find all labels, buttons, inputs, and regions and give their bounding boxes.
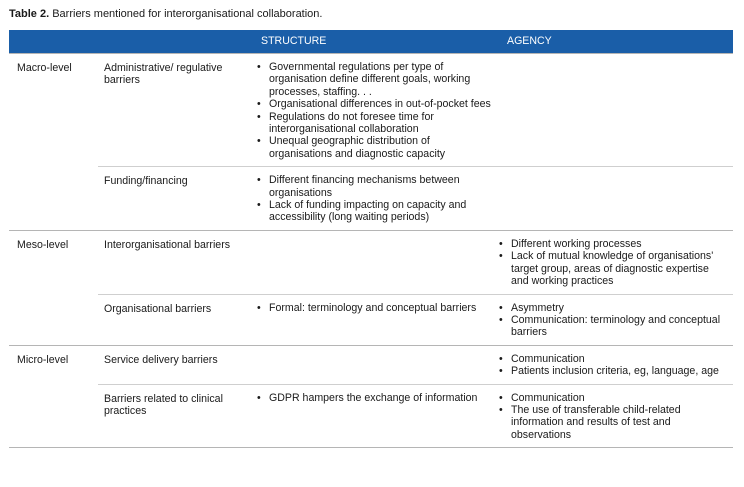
structure-cell-list: [255, 174, 491, 224]
bullet-item: • The use of transferable child-related information and results of test and observations: [497, 404, 725, 441]
bullet-item: • Different working processes: [497, 238, 725, 250]
table-body: [9, 54, 733, 448]
structure-cell: [251, 167, 491, 231]
bullet-item: • Communication: [497, 392, 725, 404]
table-row: [9, 230, 733, 294]
barrier-cell: Barriers related to clinical practices: [98, 384, 251, 448]
level-cell: [9, 384, 98, 448]
structure-cell-list: [255, 61, 491, 160]
bullet-item: • Patients inclusion criteria, eg, language, age: [497, 365, 725, 377]
level-cell: Meso-level: [9, 230, 98, 294]
agency-cell-list: [497, 302, 725, 339]
barrier-cell: Interorganisational barriers: [98, 230, 251, 294]
agency-cell: [491, 294, 733, 345]
bullet-item: • Governmental regulations per type of organisation define different goals, working processes, staffing. . .: [255, 61, 491, 98]
agency-cell: [491, 54, 733, 167]
header-agency: AGENCY: [491, 30, 733, 54]
agency-cell-list: [497, 238, 725, 288]
structure-cell: [251, 345, 491, 384]
structure-cell: [251, 294, 491, 345]
level-cell: [9, 167, 98, 231]
bullet-item: • Communication: [497, 353, 725, 365]
agency-cell-list: [497, 392, 725, 442]
bullet-item: • Different financing mechanisms between organisations: [255, 174, 491, 199]
header-level: [9, 30, 98, 54]
header-structure: STRUCTURE: [251, 30, 491, 54]
structure-cell-list: [255, 302, 491, 314]
barrier-cell: Organisational barriers: [98, 294, 251, 345]
table-row: [9, 294, 733, 345]
bullet-item: • Asymmetry: [497, 302, 725, 314]
structure-cell-list: [255, 392, 491, 404]
structure-cell: [251, 230, 491, 294]
bullet-item: • Communication: terminology and conceptual barriers: [497, 314, 725, 339]
structure-cell: [251, 384, 491, 448]
bullet-item: • Regulations do not foresee time for interorganisational collaboration: [255, 111, 491, 136]
table-caption-label: Table 2.: [9, 8, 50, 20]
table-row: [9, 167, 733, 231]
header-barrier: [98, 30, 251, 54]
barrier-cell: Funding/financing: [98, 167, 251, 231]
level-cell: [9, 294, 98, 345]
table-caption: [9, 8, 322, 21]
barriers-table: [9, 30, 733, 448]
agency-cell: [491, 230, 733, 294]
table-row: [9, 345, 733, 384]
barrier-cell: Administrative/ regulative barriers: [98, 54, 251, 167]
table-caption-text: Barriers mentioned for interorganisational collaboration.: [52, 8, 323, 20]
agency-cell-list: [497, 353, 725, 378]
structure-cell: [251, 54, 491, 167]
level-cell: Macro-level: [9, 54, 98, 167]
bullet-item: • Organisational differences in out-of-pocket fees: [255, 98, 491, 110]
bullet-item: • GDPR hampers the exchange of information: [255, 392, 491, 404]
table-row: [9, 54, 733, 167]
agency-cell: [491, 345, 733, 384]
bullet-item: • Lack of mutual knowledge of organisations' target group, areas of diagnostic expertise and working practices: [497, 250, 725, 287]
level-cell: Micro-level: [9, 345, 98, 384]
agency-cell: [491, 384, 733, 448]
table-header-row: [9, 30, 733, 54]
bullet-item: • Lack of funding impacting on capacity and accessibility (long waiting periods): [255, 199, 491, 224]
bullet-item: • Unequal geographic distribution of organisations and diagnostic capacity: [255, 135, 491, 160]
bullet-item: • Formal: terminology and conceptual barriers: [255, 302, 491, 314]
agency-cell: [491, 167, 733, 231]
table-row: [9, 384, 733, 448]
barrier-cell: Service delivery barriers: [98, 345, 251, 384]
